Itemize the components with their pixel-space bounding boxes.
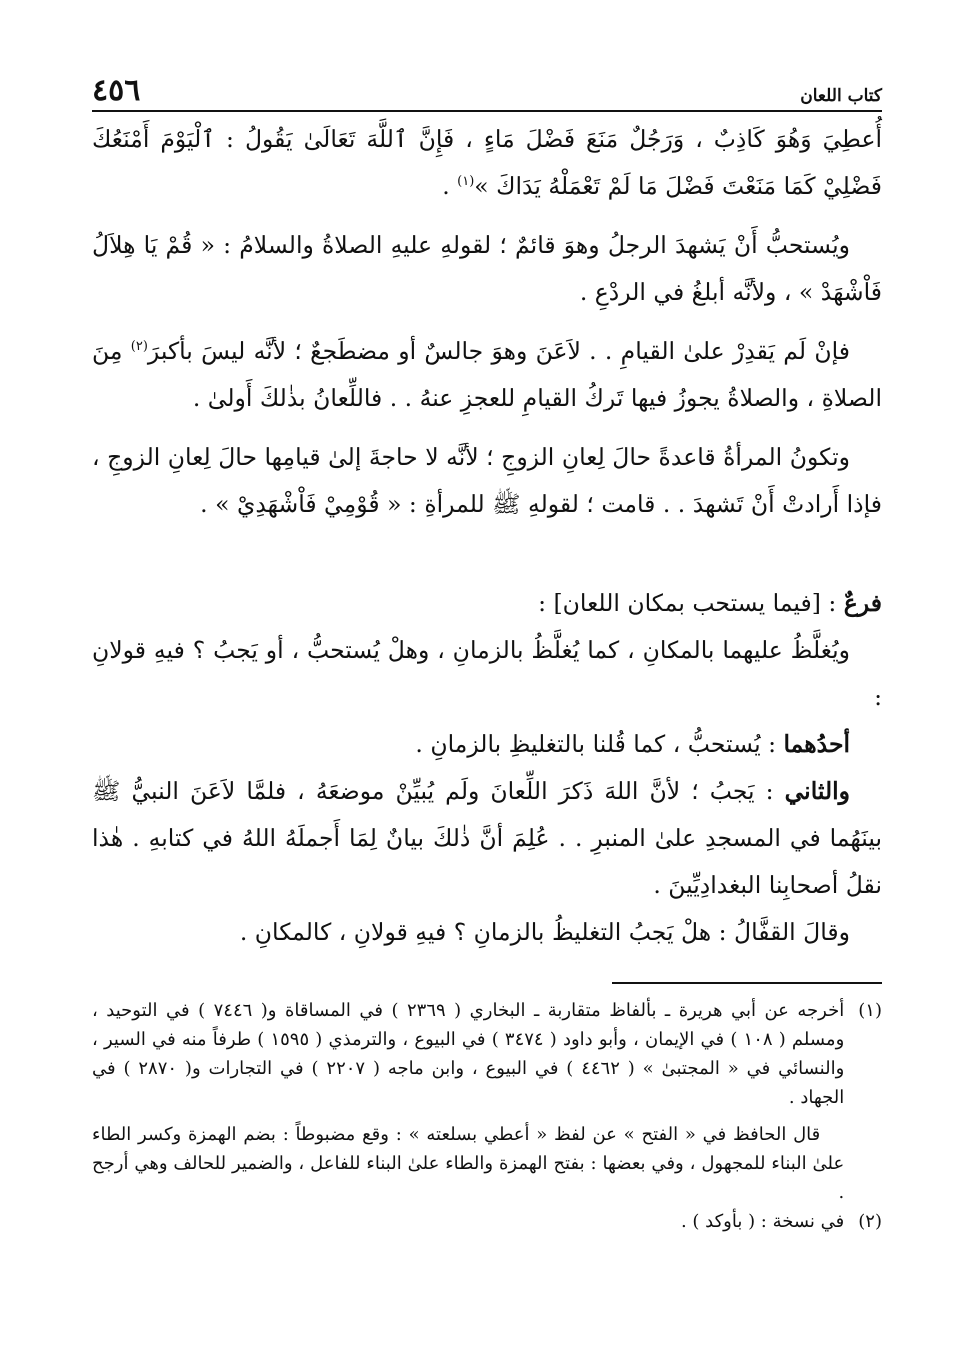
section-title: : [فيما يستحب بمكان اللعان] :: [538, 589, 844, 617]
paragraph-end: .: [442, 172, 458, 200]
page-number: ٤٥٦: [92, 73, 141, 108]
paragraph-place: ويُغلَّظُ عليهما بالمكانِ ، كما يُغلَّظُ بالزمانِ ، وهلْ يُستحبُّ ، أو يَجبُ ؟ فيهِ قولانِ :: [92, 636, 882, 711]
section-heading: [92, 580, 882, 627]
page: [92, 70, 882, 1236]
paragraph-woman: وتكونُ المرأةُ قاعدةً حالَ لِعانِ الزوجِ ؛ لأنَّه لا حاجةَ إلىٰ قيامِها حالَ لِعانِ الزوجِ ، فإذا أَرادتْ أَنْ تَشهدَ . . قامت ؛ لقولهِ ﷺ للمرأةِ : « قُوْمِيْ فَاْشْهَدِيْ » .: [92, 443, 882, 518]
paragraph-second-view: [92, 768, 882, 909]
running-header: [92, 70, 882, 112]
paragraph-standing: ويُستحبُّ أَنْ يَشهدَ الرجلُ وهوَ قائمٌ ؛ لقولهِ عليهِ الصلاةُ والسلامُ : « قُمْ يَا هِلاَلُ فَاْشْهَدْ » ، ولأنَّه أبلغُ في الردْعِ .: [92, 231, 882, 306]
footnote-text: أخرجه عن أبي هريرة ـ بألفاظ متقاربة ـ البخاري ( ٢٣٦٩ ) في المساقاة و( ٧٤٤٦ ) في التوحيد ، ومسلم ( ١٠٨ ) في الإيمان ، وأبو داود ( ٣٤٧٤ ) في البيوع ، والترمذي ( ١٥٩٥ ) طرفاً منه في السير ، والنسائي في « المجتبىٰ » ( ٤٤٦٢ ) في البيوع ، وابن ماجه ( ٢٢٠٧ ) في التجارات و( ٢٨٧٠ ) في الجهاد .: [92, 1000, 845, 1108]
footnote-separator: [612, 982, 882, 984]
view-text: : يُستحبُّ ، كما قُلنا بالتغليظِ بالزمانِ .: [415, 730, 784, 758]
footnote-ref-1[interactable]: (١): [457, 174, 475, 190]
footnote-ref-2[interactable]: (٢): [130, 339, 148, 355]
paragraph-hadith-continuation: [92, 116, 882, 210]
paragraph-text: فإنْ لَم يَقدِرْ علىٰ القيامِ . . لاَعَنَ وهوَ جالسٌ أو مضطَجعٌ ؛ لأنَّه ليسَ بأكبرَ: [147, 337, 851, 365]
footnote-2: [92, 1207, 882, 1236]
paragraph-first-view: [92, 721, 882, 768]
paragraph-text: مِنَ الصلاةِ ، والصلاةُ يجوزُ فيها تَركُ القيامِ للعجزِ عنهُ . . فاللِّعانُ بذٰلكَ أَولىٰ .: [92, 337, 882, 412]
main-text: [92, 116, 882, 956]
footnote-number: (٢): [858, 1211, 882, 1232]
footnote-1: [92, 996, 882, 1207]
paragraph-qaffal: وقالَ القفَّالُ : هلْ يَجبُ التغليظُ بالزمانِ ؟ فيهِ قولانِ ، كالمكانِ .: [239, 918, 850, 946]
footnote-body: [92, 1207, 844, 1236]
view-text: : يَجبُ ؛ لأنَّ اللهَ ذَكرَ اللِّعانَ ولَم يُبيِّنْ موضعَهُ ، فلمَّا لاَعَنَ النبيُّ ﷺ بينَهُما في المسجدِ علىٰ المنبرِ . . عُلِمَ أنَّ ذٰلكَ بيانٌ لِمَا أَجملَهُ اللهُ في كتابهِ . هٰذا نقلُ أصحابِنا البغدادِيِّينَ .: [92, 777, 882, 899]
footnote-text: في نسخة : ( بأوكد ) .: [680, 1211, 845, 1232]
section-label: فرعٌ: [843, 589, 882, 617]
footnotes: [92, 996, 882, 1236]
view-label: والثاني: [784, 777, 850, 805]
footnote-body: [92, 996, 844, 1207]
footnote-commentary: قال الحافظ في « الفتح » عن لفظ « أعطي بسلعته » : وقع مضبوطاً : بضم الهمزة وكسر الطاء علىٰ البناء للمجهول ، وفي بعضها : بفتح الهمزة والطاء علىٰ البناء للفاعل ، والضمير للحالف وهي أرجح .: [92, 1124, 845, 1203]
paragraph-unable: [92, 328, 882, 422]
book-title: كتاب اللعان: [800, 86, 882, 106]
view-label: أحدُهما: [783, 730, 850, 758]
paragraph-text: أُعطِيَ وَهُوَ كَاذِبٌ ، وَرَجُلٌ مَنَعَ فَضْلَ مَاءٍ ، فَإِنَّ ٱللَّهَ تَعَالَىٰ يَقُولُ : ٱلْيَوْمَ أَمْنَعُكَ فَضْلِيْ كَمَا مَنَعْتَ فَضْلَ مَا لَمْ تَعْمَلْهُ يَدَاكَ »: [92, 125, 882, 200]
footnote-number: (١): [858, 1000, 882, 1021]
